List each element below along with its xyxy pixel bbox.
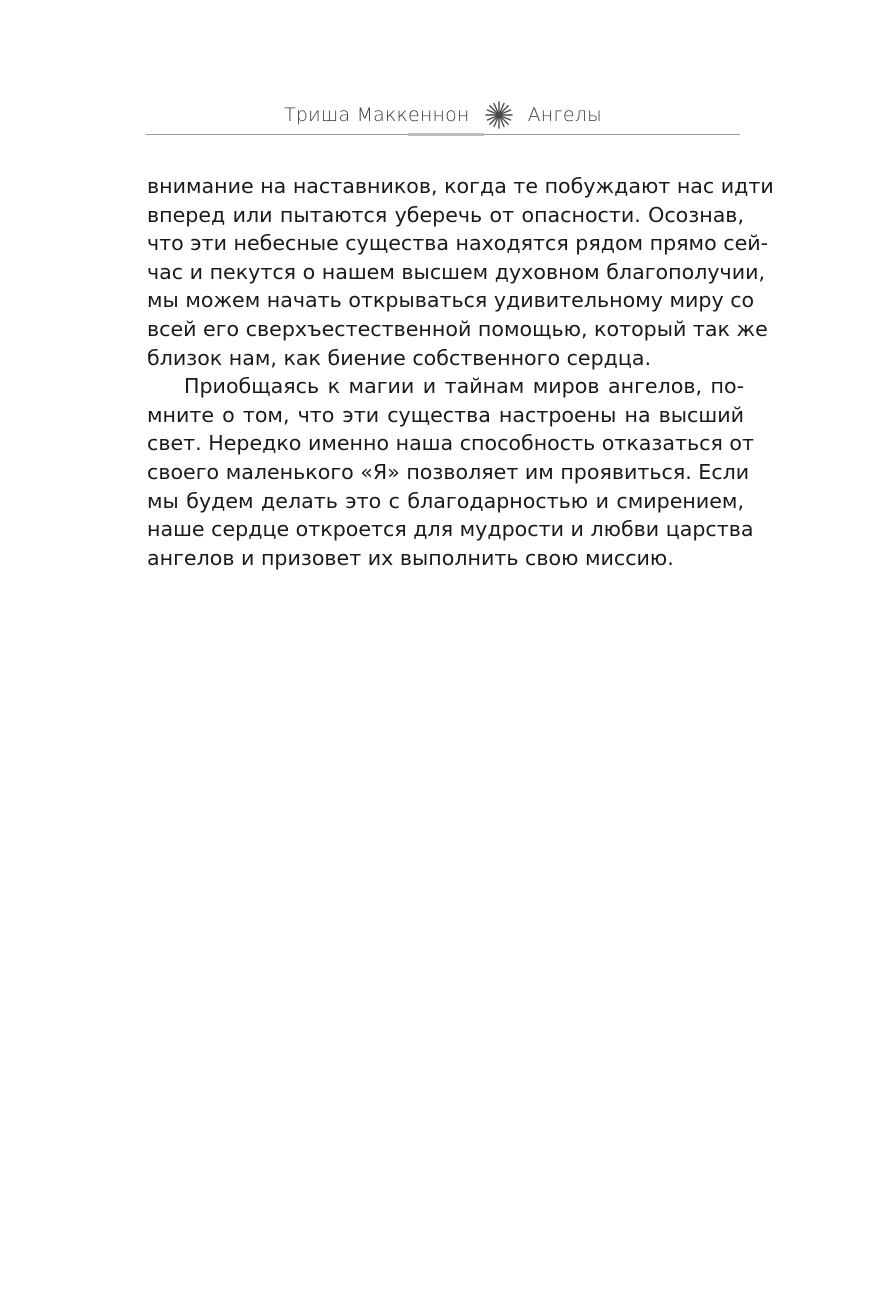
text-line: вперед или пытаются уберечь от опасности. Осознав, [147,202,744,227]
text-line: своего маленького «Я» позволяет им проявиться. Если [147,459,750,484]
header-book-title: Ангелы [527,104,602,126]
paragraph-2 [147,372,754,572]
star-burst-icon [484,100,514,130]
text-line: Приобщаясь к магии и тайнам миров ангелов, по- [184,374,744,399]
text-line: мы можем начать открываться удивительному миру со [147,288,755,313]
text-line: внимание на наставников, когда те побуждают нас идти [147,174,774,198]
text-line: час и пекутся о нашем высшем духовном благополучии, [147,259,766,284]
text-line: мы будем делать это с благодарностью и смирением, [147,488,744,513]
text-line: что эти небесные существа находятся рядом прямо сей- [147,231,769,256]
text-line: наше сердце откроется для мудрости и любви царства [147,517,754,542]
running-header [146,100,740,130]
header-divider-accent [408,133,484,136]
paragraph-1 [147,172,774,372]
header-author: Триша Маккеннон [284,104,470,126]
text-line: мните о том, что эти существа настроены на высший [147,402,744,427]
text-line: близок нам, как биение собственного сердца. [147,345,652,370]
body-text [147,172,774,572]
text-line: свет. Нередко именно наша способность отказаться от [147,431,754,456]
text-line: всей его сверхъестественной помощью, который так же [147,316,768,341]
text-line: ангелов и призовет их выполнить свою миссию. [147,545,674,570]
